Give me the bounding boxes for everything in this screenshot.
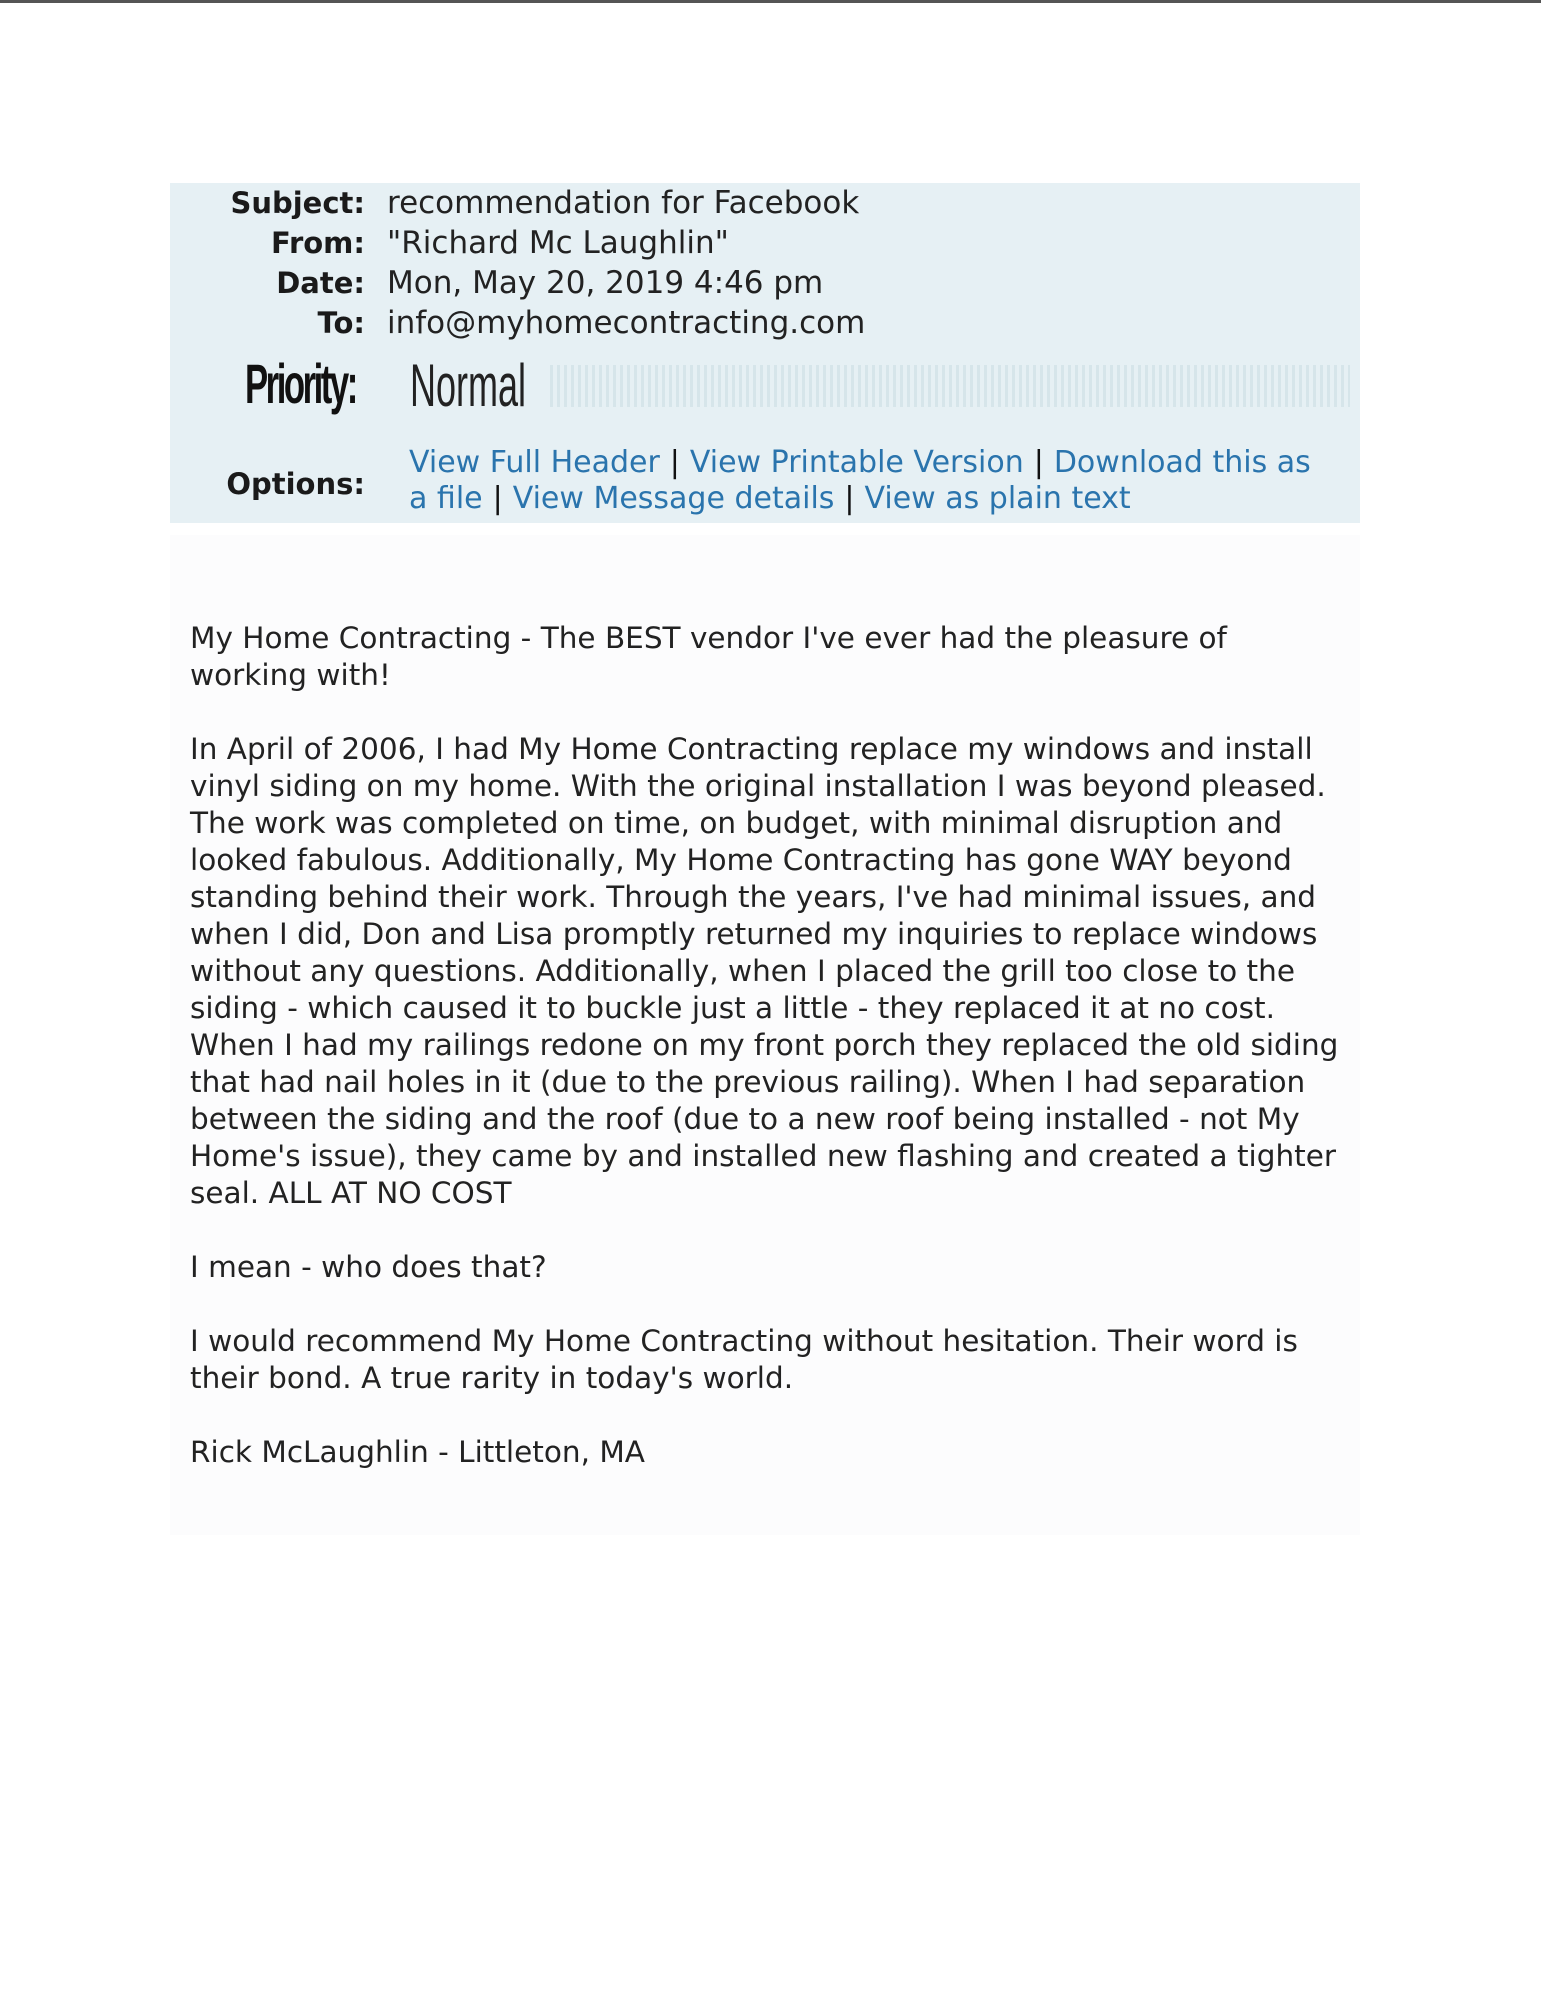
view-full-header-link[interactable]: View Full Header [409,445,660,480]
to-row [170,305,865,341]
message-signature: Rick McLaughlin - Littleton, MA [190,1435,645,1469]
view-message-details-link[interactable]: View Message details [512,481,835,516]
separator: | [1033,445,1044,480]
message-body [190,620,1340,1508]
priority-label: Priority: [245,352,356,415]
separator: | [669,445,680,480]
download-as-file-link[interactable]: Download this as a file [409,445,1311,516]
separator: | [844,481,855,516]
view-as-plain-text-link[interactable]: View as plain text [864,481,1131,516]
options-label: Options: [226,467,365,501]
scan-artifact [550,365,1350,407]
to-label: To: [317,306,365,340]
date-label: Date: [276,266,365,300]
date-row [170,265,823,301]
subject-value: recommendation for Facebook [387,185,860,221]
message-paragraph: I mean - who does that? [190,1250,547,1284]
message-header-panel [170,183,1360,523]
page-top-border [0,0,1541,3]
subject-row [170,185,859,221]
from-value: "Richard Mc Laughlin" [387,225,729,261]
message-paragraph: In April of 2006, I had My Home Contracting replace my windows and install vinyl siding on my home. With the original installation I was beyond pleased. The work was completed on time, on budget, with minimal disruption and looked fabulous. Additionally, My Home Contracting has gone WAY beyond standing behind their work. Through the years, I've had minimal issues, and when I did, Don and Lisa promptly returned my inquiries to replace windows without any questions. Additionally, when I placed the grill too close to the siding - which caused it to buckle just a little - they replaced it at no cost. When I had my railings redone on my front porch they replaced the old siding that had nail holes in it (due to the previous railing). When I had separation between the siding and the roof (due to a new roof being installed - not My Home's issue), they came by and installed new flashing and created a tighter seal. ALL AT NO COST [190,732,1339,1210]
date-value: Mon, May 20, 2019 4:46 pm [387,265,824,301]
subject-label: Subject: [230,186,365,220]
options-links [409,445,1329,517]
message-paragraph: My Home Contracting - The BEST vendor I've ever had the pleasure of working with! [190,621,1227,692]
from-row [170,225,729,261]
message-paragraph: I would recommend My Home Contracting without hesitation. Their word is their bond. A true rarity in today's world. [190,1324,1298,1395]
from-label: From: [271,226,365,260]
view-printable-version-link[interactable]: View Printable Version [689,445,1024,480]
separator: | [492,481,503,516]
priority-row [170,351,1360,421]
priority-value: Normal [410,352,527,419]
to-value: info@myhomecontracting.com [387,305,866,341]
